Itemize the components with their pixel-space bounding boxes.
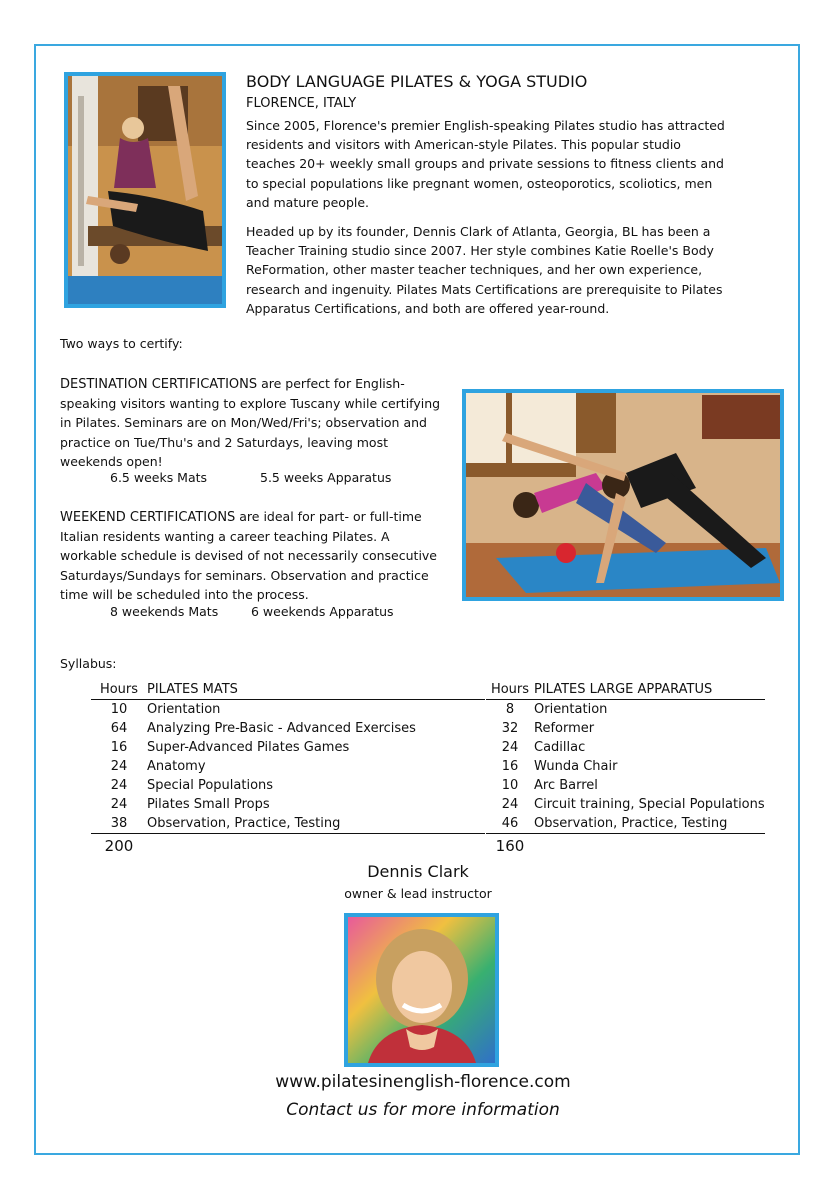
table-row	[486, 814, 765, 834]
hours-cell: 10	[110, 702, 128, 717]
item-cell: Anatomy	[147, 759, 206, 774]
apparatus-header-row	[486, 680, 765, 700]
item-cell: Orientation	[534, 702, 608, 717]
weekend-apparatus-duration: 6 weekends Apparatus	[251, 604, 394, 619]
instructor-role: owner & lead instructor	[344, 886, 492, 901]
table-row	[91, 814, 485, 834]
mats-header-row	[91, 680, 485, 700]
hours-cell: 24	[501, 797, 519, 812]
item-cell: Arc Barrel	[534, 778, 598, 793]
side-plank-image	[466, 393, 780, 597]
mats-hours-header: Hours	[91, 680, 147, 700]
intro-paragraph: Since 2005, Florence's premier English-speaking Pilates studio has attracted residents and visitors with American-style Pilates. This popular studio teaches 20+ weekly small groups and private sessions to fitness clients and to special populations like pregnant women, osteoporotics, scoliotics, men and mature people.	[246, 118, 725, 210]
studio-location: FLORENCE, ITALY	[246, 96, 357, 111]
hours-cell: 16	[110, 740, 128, 755]
hours-cell: 24	[110, 778, 128, 793]
weekend-heading: WEEKEND CERTIFICATIONS	[60, 510, 236, 525]
destination-heading: DESTINATION CERTIFICATIONS	[60, 377, 258, 392]
hours-cell: 46	[486, 814, 534, 834]
studio-title: BODY LANGUAGE PILATES & YOGA STUDIO	[246, 72, 588, 91]
table-row	[486, 719, 765, 738]
weekend-certifications-text	[60, 507, 446, 604]
table-row	[91, 719, 485, 738]
portrait-image	[348, 917, 495, 1063]
side-plank-photo	[462, 389, 784, 601]
hours-cell: 24	[110, 797, 128, 812]
weekend-body: are ideal for part- or full-time Italian residents wanting a career teaching Pilates. A workable schedule is devised of not necessarily consecutive Saturdays/Sundays for seminars. Observation and practice time will be scheduled into the process.	[60, 509, 438, 602]
table-row	[486, 757, 765, 776]
apparatus-title-header: PILATES LARGE APPARATUS	[534, 680, 765, 700]
item-cell: Wunda Chair	[534, 759, 618, 774]
table-row	[91, 795, 485, 814]
item-cell: Observation, Practice, Testing	[147, 814, 485, 834]
apparatus-hours-header: Hours	[486, 680, 534, 700]
hours-cell: 24	[501, 740, 519, 755]
table-row	[91, 757, 485, 776]
table-row	[486, 700, 765, 720]
studio-reformer-image	[68, 76, 222, 304]
apparatus-syllabus-table	[486, 680, 765, 858]
instructor-portrait	[344, 913, 499, 1067]
hours-cell: 38	[91, 814, 147, 834]
item-cell: Pilates Small Props	[147, 797, 270, 812]
table-row	[91, 776, 485, 795]
mats-total: 200	[104, 836, 134, 855]
table-row	[91, 738, 485, 757]
mats-total-row	[91, 834, 485, 859]
apparatus-total: 160	[495, 836, 525, 855]
certify-intro: Two ways to certify:	[60, 336, 183, 351]
instructor-name: Dennis Clark	[367, 862, 469, 881]
hours-cell: 64	[110, 721, 128, 736]
hours-cell: 24	[110, 759, 128, 774]
item-cell: Cadillac	[534, 740, 586, 755]
apparatus-total-row	[486, 834, 765, 859]
item-cell: Observation, Practice, Testing	[534, 814, 765, 834]
mats-title-header: PILATES MATS	[147, 680, 485, 700]
weekend-mats-duration: 8 weekends Mats	[110, 604, 219, 619]
item-cell: Special Populations	[147, 778, 274, 793]
hours-cell: 10	[501, 778, 519, 793]
item-cell: Analyzing Pre-Basic - Advanced Exercises	[147, 721, 416, 736]
website-link[interactable]: www.pilatesinenglish-florence.com	[275, 1072, 571, 1092]
item-cell: Reformer	[534, 721, 595, 736]
destination-certifications-text	[60, 374, 446, 471]
destination-body: are perfect for English-speaking visitors wanting to explore Tuscany while certifying in Pilates. Seminars are on Mon/Wed/Fri's; observation and practice on Tue/Thu's and 2 Saturdays, leaving most weekends open!	[60, 376, 441, 469]
destination-mats-duration: 6.5 weeks Mats	[110, 470, 208, 485]
studio-reformer-photo	[64, 72, 226, 308]
founder-paragraph: Headed up by its founder, Dennis Clark of Atlanta, Georgia, BL has been a Teacher Training studio since 2007. Her style combines Katie Roelle's Body ReFormation, other master teacher techniques, and her own experience, research and ingenuity. Pilates Mats Certifications are prerequisite to Pilates Apparatus Certifications, and both are offered year-round.	[246, 224, 723, 316]
item-cell: Circuit training, Special Populations	[534, 797, 765, 812]
item-cell: Orientation	[147, 702, 221, 717]
hours-cell: 16	[501, 759, 519, 774]
syllabus-label: Syllabus:	[60, 656, 117, 671]
table-row	[486, 776, 765, 795]
hours-cell: 32	[501, 721, 519, 736]
hours-cell: 8	[505, 702, 515, 717]
table-row	[486, 795, 765, 814]
table-row	[486, 738, 765, 757]
contact-text: Contact us for more information	[286, 1100, 560, 1120]
mats-syllabus-table	[91, 680, 485, 858]
item-cell: Super-Advanced Pilates Games	[147, 740, 350, 755]
destination-apparatus-duration: 5.5 weeks Apparatus	[260, 470, 392, 485]
table-row	[91, 700, 485, 720]
